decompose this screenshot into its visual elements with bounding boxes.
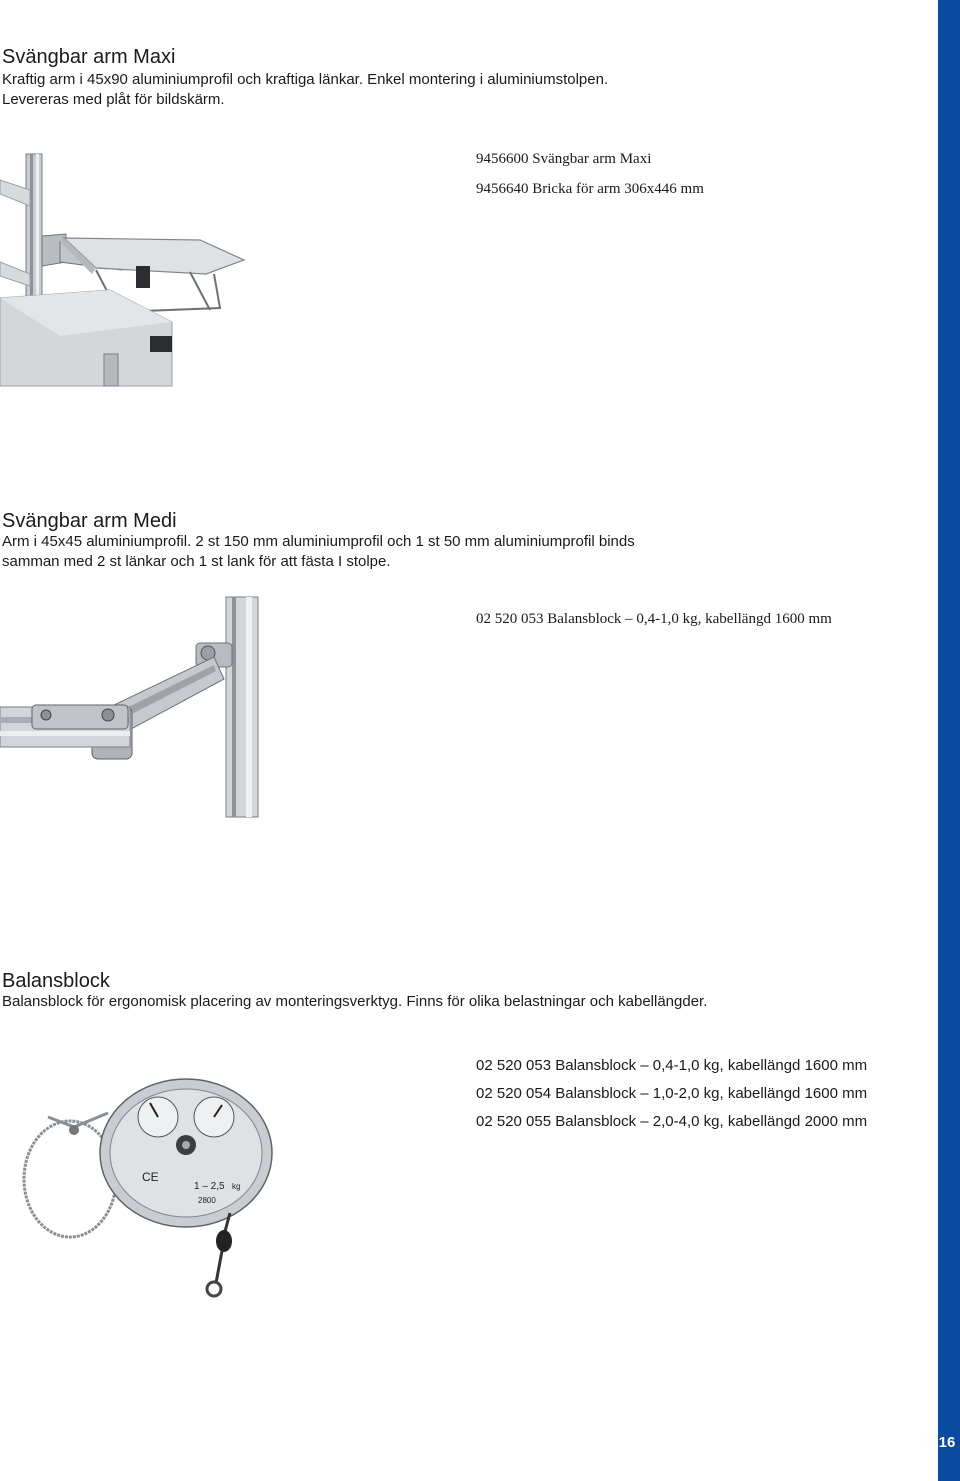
product-code-balansblock-053: 02 520 053 Balansblock – 0,4-1,0 kg, kabellängd 1600 mm (476, 1057, 868, 1074)
balancer-cable-label: 2800 (198, 1196, 216, 1205)
section-title-medi: Svängbar arm Medi (2, 510, 177, 532)
product-code-balansblock-055: 02 520 055 Balansblock – 2,0-4,0 kg, kabellängd 2000 mm (476, 1113, 868, 1130)
section-desc-medi-line2: samman med 2 st länkar och 1 st lank för att fästa I stolpe. (2, 553, 391, 570)
product-code-maxi-arm: 9456600 Svängbar arm Maxi (476, 151, 652, 167)
page-side-bar (938, 0, 960, 1481)
page-number: 16 (938, 1434, 956, 1451)
balancer-unit-label: kg (232, 1182, 241, 1191)
section-title-maxi: Svängbar arm Maxi (2, 46, 176, 68)
swing-arm-medi-image (0, 595, 265, 820)
balancer-capacity-label: 1 – 2,5 (194, 1181, 225, 1192)
section-desc-maxi-line1: Kraftig arm i 45x90 aluminiumprofil och kraftiga länkar. Enkel montering i aluminiumstolpen. (2, 71, 609, 88)
balancer-image (18, 1075, 280, 1305)
balancer-ce-mark: CE (142, 1170, 159, 1184)
product-code-medi-arm: 02 520 053 Balansblock – 0,4-1,0 kg, kabellängd 1600 mm (476, 611, 832, 627)
section-desc-balansblock: Balansblock för ergonomisk placering av monteringsverktyg. Finns för olika belastningar och kabellängder. (2, 993, 708, 1010)
section-desc-medi-line1: Arm i 45x45 aluminiumprofil. 2 st 150 mm aluminiumprofil och 1 st 50 mm aluminiumprofil binds (2, 533, 635, 550)
product-code-maxi-tray: 9456640 Bricka för arm 306x446 mm (476, 181, 704, 197)
section-title-balansblock: Balansblock (2, 970, 110, 992)
section-desc-maxi-line2: Levereras med plåt för bildskärm. (2, 91, 225, 108)
swing-arm-maxi-image (0, 150, 250, 390)
product-code-balansblock-054: 02 520 054 Balansblock – 1,0-2,0 kg, kabellängd 1600 mm (476, 1085, 868, 1102)
